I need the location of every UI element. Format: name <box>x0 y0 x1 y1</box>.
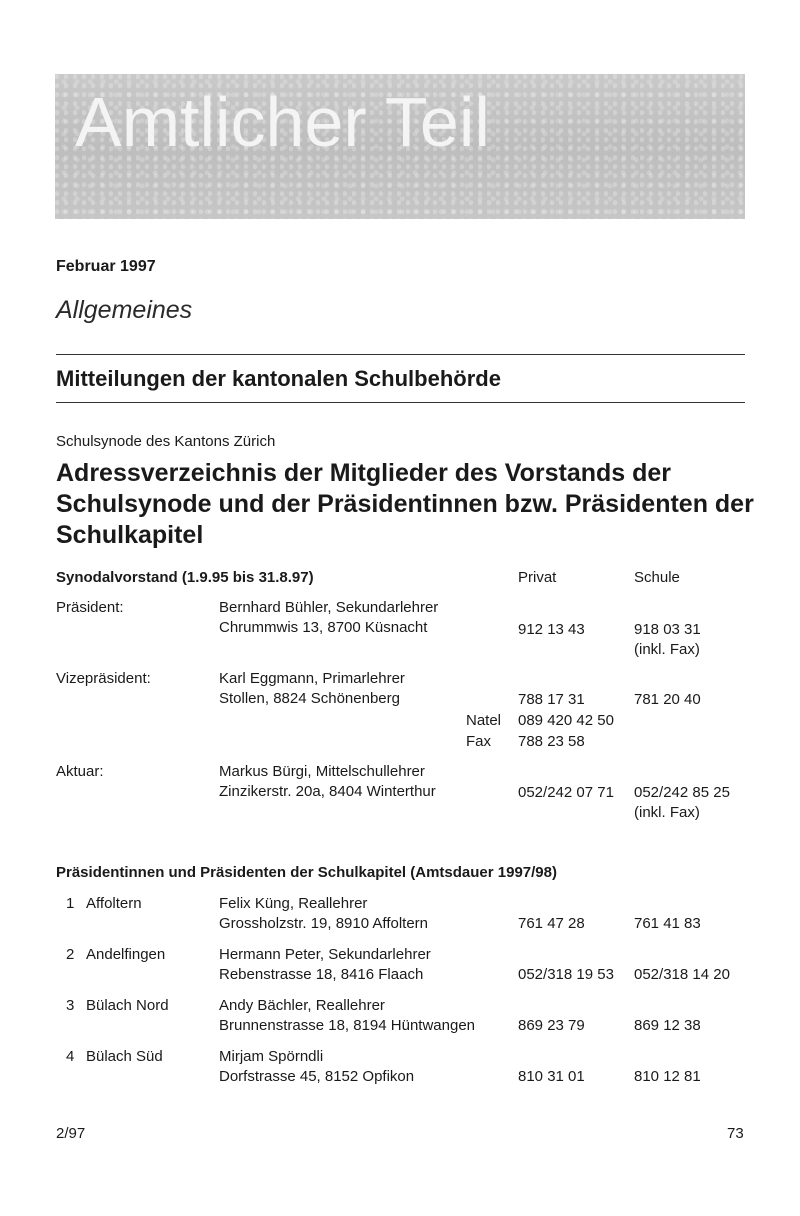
kapitel-number: 2 <box>66 946 75 963</box>
phone-schule: 810 12 81 <box>634 1068 701 1085</box>
rule-top <box>56 354 745 355</box>
member-name: Markus Bürgi, Mittelschullehrer <box>219 763 425 780</box>
kapitel-heading: Präsidentinnen und Präsidenten der Schulkapitel (Amtsdauer 1997/98) <box>56 864 557 881</box>
member-name: Felix Küng, Reallehrer <box>219 895 368 912</box>
synode-label: Schulsynode des Kantons Zürich <box>56 433 276 450</box>
fax-number: 788 23 58 <box>518 733 585 750</box>
role-label: Präsident: <box>56 599 124 616</box>
member-address: Rebenstrasse 18, 8416 Flaach <box>219 966 424 983</box>
kapitel-number: 3 <box>66 997 75 1014</box>
phone-note: (inkl. Fax) <box>634 641 700 658</box>
member-address: Brunnenstrasse 18, 8194 Hüntwangen <box>219 1017 476 1034</box>
page-number: 73 <box>727 1125 744 1142</box>
natel-number: 089 420 42 50 <box>518 712 614 729</box>
phone-schule: 869 12 38 <box>634 1017 701 1034</box>
phone-privat: 869 23 79 <box>518 1017 585 1034</box>
member-address: Zinzikerstr. 20a, 8404 Winterthur <box>219 783 436 800</box>
title-line-2: Schulsynode und der Präsidentinnen bzw. Präsidenten der <box>56 490 754 518</box>
member-address: Stollen, 8824 Schönenberg <box>219 690 400 707</box>
phone-privat: 052/318 19 53 <box>518 966 614 983</box>
member-name: Karl Eggmann, Primarlehrer <box>219 670 405 687</box>
fax-label: Fax <box>466 733 492 750</box>
subhead: Mitteilungen der kantonalen Schulbehörde <box>56 366 501 391</box>
member-name: Hermann Peter, Sekundarlehrer <box>219 946 431 963</box>
page-title <box>56 458 756 551</box>
member-address: Dorfstrasse 45, 8152 Opfikon <box>219 1068 415 1085</box>
banner-title: Amtlicher Teil <box>75 83 490 161</box>
col-privat-header: Privat <box>518 569 557 586</box>
phone-schule: 761 41 83 <box>634 915 701 932</box>
member-name: Mirjam Spörndli <box>219 1048 324 1065</box>
member-name: Bernhard Bühler, Sekundarlehrer <box>219 599 439 616</box>
phone-schule: 052/242 85 25 <box>634 784 730 801</box>
title-line-1: Adressverzeichnis der Mitglieder des Vorstands der <box>56 459 672 487</box>
natel-label: Natel <box>466 712 502 729</box>
role-label: Vizepräsident: <box>56 670 151 687</box>
phone-privat: 788 17 31 <box>518 691 585 708</box>
kapitel-place: Bülach Nord <box>86 997 169 1014</box>
role-label: Aktuar: <box>56 763 104 780</box>
member-name: Andy Bächler, Reallehrer <box>219 997 385 1014</box>
header-banner <box>55 74 745 219</box>
phone-privat: 052/242 07 71 <box>518 784 614 801</box>
kapitel-number: 4 <box>66 1048 75 1065</box>
member-address: Chrummwis 13, 8700 Küsnacht <box>219 619 428 636</box>
phone-note: (inkl. Fax) <box>634 804 700 821</box>
title-line-3: Schulkapitel <box>56 521 204 549</box>
phone-privat: 761 47 28 <box>518 915 585 932</box>
phone-schule: 052/318 14 20 <box>634 966 730 983</box>
phone-privat: 912 13 43 <box>518 621 585 638</box>
kapitel-place: Bülach Süd <box>86 1048 163 1065</box>
phone-schule: 781 20 40 <box>634 691 701 708</box>
col-schule-header: Schule <box>634 569 680 586</box>
kapitel-place: Affoltern <box>86 895 142 912</box>
member-address: Grossholzstr. 19, 8910 Affoltern <box>219 915 429 932</box>
phone-schule: 918 03 31 <box>634 621 701 638</box>
vorstand-heading: Synodalvorstand (1.9.95 bis 31.8.97) <box>56 569 314 586</box>
kapitel-number: 1 <box>66 895 75 912</box>
section-title: Allgemeines <box>56 296 193 324</box>
issue-date: Februar 1997 <box>56 258 156 275</box>
phone-privat: 810 31 01 <box>518 1068 585 1085</box>
kapitel-place: Andelfingen <box>86 946 166 963</box>
issue-number: 2/97 <box>56 1125 86 1142</box>
rule-bottom <box>56 402 745 403</box>
